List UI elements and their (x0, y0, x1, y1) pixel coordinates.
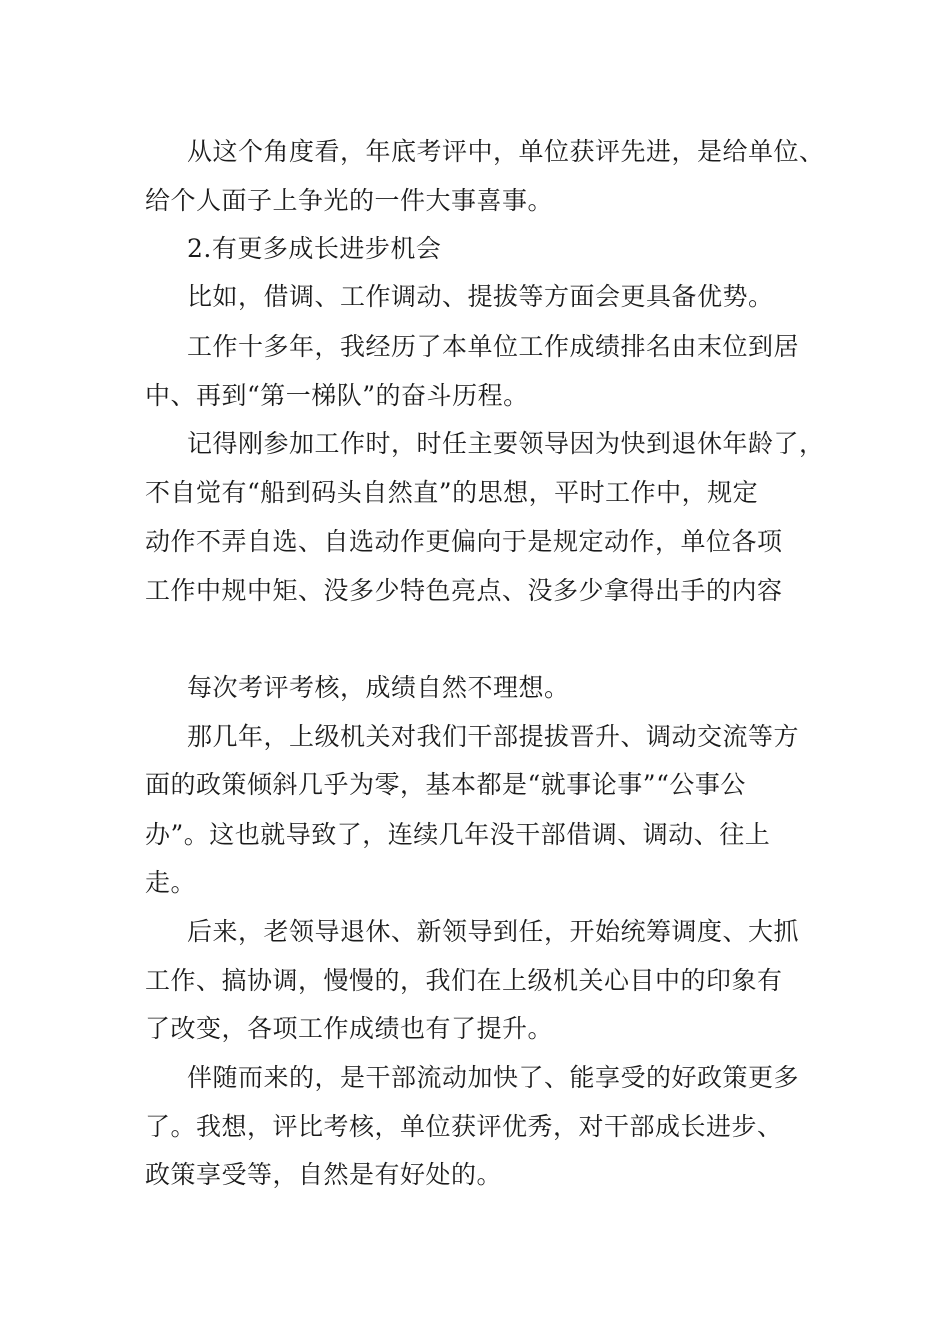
text-line: 工作十多年，我经历了本单位工作成绩排名由末位到居 (187, 332, 800, 361)
text-line: 不自觉有“船到码头自然直”的思想，平时工作中，规定 (145, 478, 759, 507)
text-line: 了改变，各项工作成绩也有了提升。 (145, 1014, 554, 1043)
text-line: 中、再到“第一梯队”的奋斗历程。 (145, 381, 529, 410)
section-heading: 2.有更多成长进步机会 (187, 234, 442, 263)
text-line: 面的政策倾斜几乎为零，基本都是“就事论事”“公事公 (145, 770, 746, 799)
text-line: 了。我想，评比考核，单位获评优秀，对干部成长进步、 (145, 1112, 783, 1141)
text-line: 走。 (145, 868, 197, 897)
text-line: 记得刚参加工作时，时任主要领导因为快到退休年龄了， (187, 429, 825, 458)
text-line: 工作中规中矩、没多少特色亮点、没多少拿得出手的内容 (145, 576, 783, 605)
text-line: 从这个角度看，年底考评中，单位获评先进，是给单位、 (187, 137, 825, 166)
text-line: 每次考评考核，成绩自然不理想。 (187, 673, 570, 702)
text-line: 动作不弄自选、自选动作更偏向于是规定动作，单位各项 (145, 527, 783, 556)
text-line: 工作、搞协调，慢慢的，我们在上级机关心目中的印象有 (145, 966, 783, 995)
text-line: 比如，借调、工作调动、提拔等方面会更具备优势。 (187, 282, 774, 311)
text-line: 那几年，上级机关对我们干部提拔晋升、调动交流等方 (187, 722, 800, 751)
text-line: 办”。这也就导致了，连续几年没干部借调、调动、往上 (145, 820, 771, 849)
text-line: 伴随而来的，是干部流动加快了、能享受的好政策更多 (187, 1063, 800, 1092)
text-line: 后来，老领导退休、新领导到任，开始统筹调度、大抓 (187, 917, 800, 946)
text-line: 给个人面子上争光的一件大事喜事。 (145, 186, 554, 215)
text-line: 政策享受等，自然是有好处的。 (145, 1160, 503, 1189)
